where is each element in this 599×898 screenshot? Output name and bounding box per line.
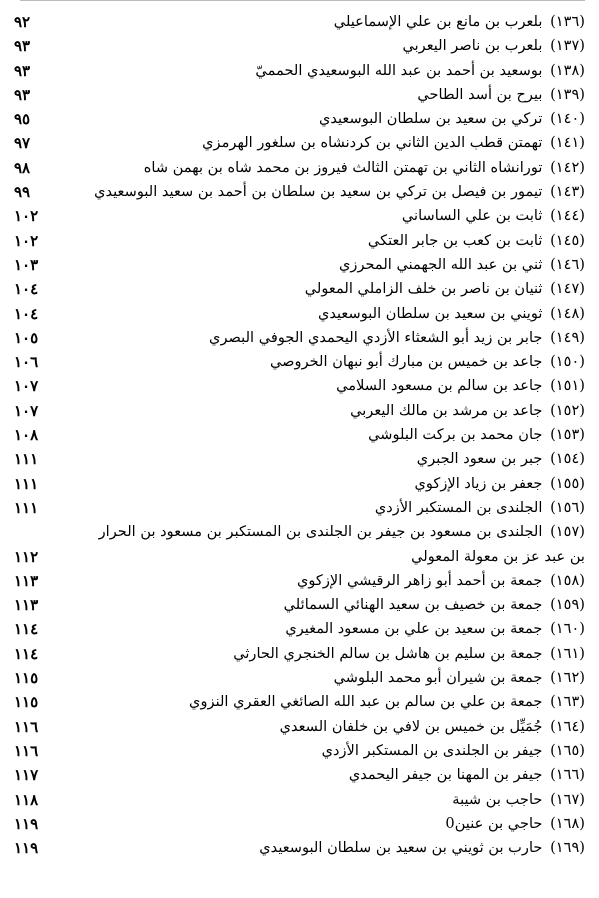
index-entry xyxy=(0,739,599,763)
index-entry-wrapped-line-1 xyxy=(0,520,599,544)
entry-number: (١٤٨) xyxy=(550,304,585,322)
entry-number: (١٥٩) xyxy=(550,596,585,614)
entry-number: (١٦١) xyxy=(550,644,585,662)
entry-number: (١٥٦) xyxy=(550,498,585,516)
entry-number: (١٣٨) xyxy=(550,61,585,79)
index-entry xyxy=(0,350,599,374)
index-entry xyxy=(0,447,599,471)
index-entries xyxy=(0,10,599,860)
entry-number: (١٤٤) xyxy=(550,207,585,225)
page-number: ١٠٧ xyxy=(14,401,39,420)
entry-name: جاعد بن خميس بن مبارك أبو نبهان الخروصي xyxy=(269,353,543,371)
page-number: ٩٨ xyxy=(14,158,31,177)
entry-name: جابر بن زيد أبو الشعثاء الأزدي اليحمدي الجوفي البصري xyxy=(209,328,543,346)
page-number: ٩٣ xyxy=(14,61,31,80)
entry-name: جمعة بن أحمد أبو زاهر الرقيشي الإزكوي xyxy=(296,571,543,589)
entry-name: حاجي بن عنين0 xyxy=(445,814,543,832)
entry-number: (١٦٤) xyxy=(550,717,585,735)
page-number: ٩٩ xyxy=(14,183,31,202)
entry-number: (١٣٩) xyxy=(550,85,585,103)
entry-number: (١٤٣) xyxy=(550,183,585,201)
cropped-previous-line xyxy=(20,0,585,1)
index-entry xyxy=(0,277,599,301)
entry-name: جيفر بن المهنا بن جيفر اليحمدي xyxy=(348,766,543,784)
entry-name: بيرح بن أسد الطاحي xyxy=(417,85,543,103)
index-entry xyxy=(0,423,599,447)
page-number: ١١٥ xyxy=(14,693,39,712)
index-entry xyxy=(0,715,599,739)
entry-number: (١٦٥) xyxy=(550,741,585,759)
entry-name: جاعد بن مرشد بن مالك اليعربي xyxy=(350,401,543,419)
page-number: ١١٤ xyxy=(14,644,39,663)
entry-name: بوسعيد بن أحمد بن عبد الله البوسعيدي الحمميّ xyxy=(255,61,543,79)
entry-name-continued: بن عبد عز بن معولة المعولي xyxy=(411,547,585,565)
page-number: ١٠٢ xyxy=(14,207,39,226)
index-entry xyxy=(0,666,599,690)
index-entry xyxy=(0,10,599,34)
page-number: ١١٤ xyxy=(14,620,39,639)
page-number: ٩٣ xyxy=(14,37,31,56)
entry-name: تيمور بن فيصل بن تركي بن سعيد بن سلطان بن أحمد بن سعيد البوسعيدي xyxy=(94,183,543,201)
index-entry xyxy=(0,642,599,666)
entry-name: جبر بن سعود الجبري xyxy=(416,450,543,468)
page-number: ١٠٤ xyxy=(14,280,39,299)
index-entry xyxy=(0,180,599,204)
index-entry xyxy=(0,83,599,107)
entry-number: (١٦٣) xyxy=(550,693,585,711)
entry-name: الجلندى بن مسعود بن جيفر بن الجلندى بن المستكبر بن مسعود بن الحرار xyxy=(98,523,543,541)
page-number: ١١٣ xyxy=(14,571,39,590)
page-number: ١١٩ xyxy=(14,839,39,858)
page-number: ٩٧ xyxy=(14,134,31,153)
entry-name: حارب بن ثويني بن سعيد بن سلطان البوسعيدي xyxy=(259,839,543,857)
entry-name: بلعرب بن مانع بن علي الإسماعيلي xyxy=(333,13,543,30)
entry-number: (١٣٦) xyxy=(550,13,585,30)
entry-number: (١٦٨) xyxy=(550,814,585,832)
entry-number: (١٦٠) xyxy=(550,620,585,638)
index-entry xyxy=(0,617,599,641)
entry-number: (١٥٣) xyxy=(550,426,585,444)
index-entry xyxy=(0,131,599,155)
entry-name: تهمتن قطب الدين الثاني بن كردنشاه بن سلغور الهرمزي xyxy=(202,134,543,152)
entry-name: جمعة بن علي بن سالم بن عبد الله الصائغي العقري النزوي xyxy=(189,693,543,711)
index-entry xyxy=(0,204,599,228)
page-number: ١١٦ xyxy=(14,741,39,760)
index-entry xyxy=(0,836,599,860)
index-entry xyxy=(0,569,599,593)
index-entry xyxy=(0,472,599,496)
entry-number: (١٥٨) xyxy=(550,571,585,589)
entry-number: (١٤٥) xyxy=(550,231,585,249)
entry-name: ثابت بن علي الساساني xyxy=(401,207,543,225)
entry-number: (١٦٦) xyxy=(550,766,585,784)
entry-name: جمعة بن سليم بن هاشل بن سالم الخنجري الحارثي xyxy=(233,644,543,662)
entry-name: حاجب بن شيبة xyxy=(452,790,543,808)
index-entry xyxy=(0,59,599,83)
entry-name: جعفر بن زياد الإزكوي xyxy=(414,474,543,492)
page-number: ٩٥ xyxy=(14,110,31,129)
entry-name: جان محمد بن بركت البلوشي xyxy=(368,426,543,444)
page-number: ١٠٣ xyxy=(14,255,39,274)
entry-number: (١٥٤) xyxy=(550,450,585,468)
entry-name: بلعرب بن ناصر اليعربي xyxy=(402,37,543,55)
entry-name: جمعة بن شيران أبو محمد البلوشي xyxy=(333,669,543,687)
page-number: ١١٦ xyxy=(14,717,39,736)
index-entry xyxy=(0,812,599,836)
entry-number: (١٤٢) xyxy=(550,158,585,176)
page-number: ١١٥ xyxy=(14,669,39,688)
entry-name: جيفر بن الجلندى بن المستكبر الأزدي xyxy=(321,741,543,759)
index-entry xyxy=(0,229,599,253)
page-number: ١١٨ xyxy=(14,790,39,809)
entry-name: ثني بن عبد الله الجهمني المحرزي xyxy=(338,255,543,273)
page-number: ١١١ xyxy=(14,498,39,517)
index-entry xyxy=(0,788,599,812)
entry-number: (١٤١) xyxy=(550,134,585,152)
index-entry xyxy=(0,253,599,277)
entry-number: (١٤٧) xyxy=(550,280,585,298)
index-entry xyxy=(0,107,599,131)
entry-name: الجلندى بن المستكبر الأزدي xyxy=(374,498,543,516)
index-entry xyxy=(0,690,599,714)
entry-number: (١٦٩) xyxy=(550,839,585,857)
entry-number: (١٣٧) xyxy=(550,37,585,55)
page-number: ٩٣ xyxy=(14,85,31,104)
index-entry-wrapped-line-2 xyxy=(0,545,599,569)
index-entry xyxy=(0,34,599,58)
page-number: ١١٣ xyxy=(14,596,39,615)
page-number: ٩٢ xyxy=(14,13,31,31)
index-entry xyxy=(0,496,599,520)
entry-name: ثابت بن كعب بن جابر العتكي xyxy=(367,231,543,249)
entry-number: (١٤٩) xyxy=(550,328,585,346)
index-entry xyxy=(0,374,599,398)
entry-number: (١٦٧) xyxy=(550,790,585,808)
page-number: ١٠٧ xyxy=(14,377,39,396)
page-number: ١١١ xyxy=(14,450,39,469)
page-number: ١٠٦ xyxy=(14,353,39,372)
entry-number: (١٥٧) xyxy=(550,523,585,541)
page-number: ١٠٥ xyxy=(14,328,39,347)
entry-number: (١٥٥) xyxy=(550,474,585,492)
index-entry xyxy=(0,399,599,423)
entry-name: جمعة بن خصيف بن سعيد الهنائي السمائلي xyxy=(283,596,543,614)
entry-name: تركي بن سعيد بن سلطان البوسعيدي xyxy=(318,110,543,128)
page-number: ١٠٢ xyxy=(14,231,39,250)
entry-number: (١٥٢) xyxy=(550,401,585,419)
entry-number: (١٤٦) xyxy=(550,255,585,273)
page-number: ١١٩ xyxy=(14,814,39,833)
page-number: ١٠٤ xyxy=(14,304,39,323)
entry-name: جُمَيِّل بن خميس بن لافي بن خلفان السعدي xyxy=(279,717,543,735)
entry-number: (١٤٠) xyxy=(550,110,585,128)
index-entry xyxy=(0,593,599,617)
index-entry xyxy=(0,326,599,350)
entry-name: جمعة بن سعيد بن علي بن مسعود المغيري xyxy=(285,620,543,638)
entry-name: ثنيان بن ناصر بن خلف الزاملي المعولي xyxy=(304,280,543,298)
entry-name: تورانشاه الثاني بن تهمتن الثالث فيروز بن محمد شاه بن بهمن شاه xyxy=(143,158,543,176)
page-number: ١١٧ xyxy=(14,766,39,785)
page-number: ١١١ xyxy=(14,474,39,493)
entry-number: (١٥١) xyxy=(550,377,585,395)
index-entry xyxy=(0,156,599,180)
entry-number: (١٥٠) xyxy=(550,353,585,371)
entry-name: ثويني بن سعيد بن سلطان البوسعيدي xyxy=(317,304,543,322)
page-number: ١١٢ xyxy=(14,547,39,566)
index-entry xyxy=(0,763,599,787)
index-entry xyxy=(0,302,599,326)
entry-number: (١٦٢) xyxy=(550,669,585,687)
page-number: ١٠٨ xyxy=(14,426,39,445)
entry-name: جاعد بن سالم بن مسعود السلامي xyxy=(336,377,543,395)
